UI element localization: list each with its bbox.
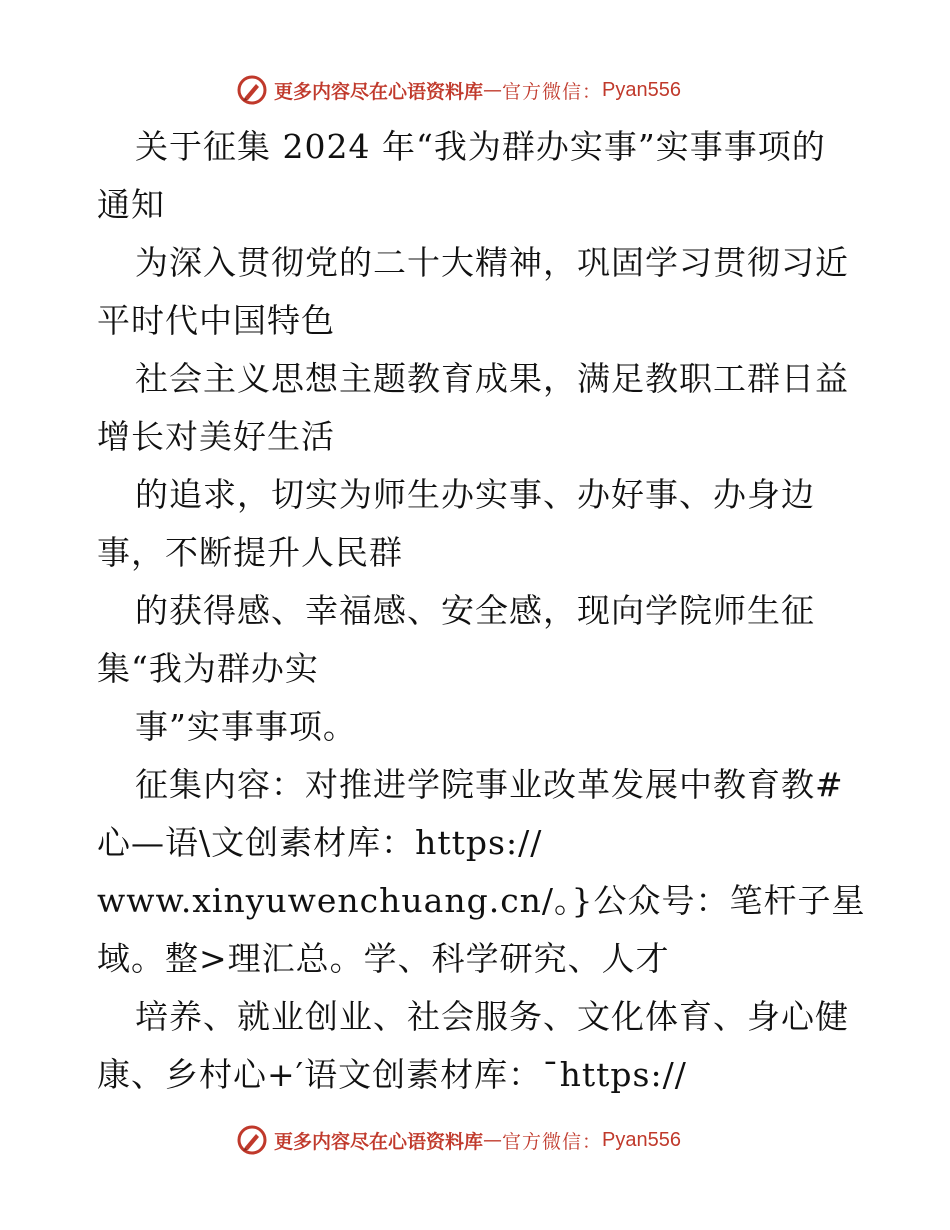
paragraph-line: 培养、就业创业、社会服务、文化体育、身心健 [135, 997, 849, 1036]
title-line-1: 关于征集 2024 年“我为群办实事”实事事项的 [135, 127, 826, 166]
footer-banner [236, 1123, 716, 1157]
paragraph-line: 平时代中国特色 [97, 301, 335, 340]
paragraph-line: 事，不断提升人民群 [97, 533, 403, 572]
paragraph-line: 事”实事事项。 [135, 707, 357, 746]
paragraph-line: 集“我为群办实 [97, 649, 319, 688]
paragraph-line: 心—语\文创素材库：https:// [97, 823, 543, 862]
paragraph-line: 征集内容：对推进学院事业改革发展中教育教# [135, 765, 844, 804]
paragraph-line: 康、乡村心+′语文创素材库：¯https:// [97, 1055, 687, 1094]
document-body [97, 118, 877, 1104]
banner-wechat-id: Pyan556 [602, 1128, 681, 1151]
title-line-2: 通知 [97, 185, 165, 224]
paragraph-line: 为深入贯彻党的二十大精神，巩固学习贯彻习近 [135, 243, 849, 282]
paragraph-line: www.xinyuwenchuang.cn/。}公众号：笔杆子星 [97, 881, 866, 920]
paragraph-line: 的追求，切实为师生办实事、办好事、办身边 [135, 475, 815, 514]
pen-logo-icon [236, 1124, 268, 1156]
paragraph-line: 的获得感、幸福感、安全感，现向学院师生征 [135, 591, 815, 630]
header-banner [236, 73, 716, 107]
banner-main-text: 更多内容尽在心语资料库 [274, 80, 484, 103]
banner-wechat-id: Pyan556 [602, 78, 681, 101]
banner-wechat-label: 官方微信： [502, 80, 603, 103]
pen-logo-icon [236, 74, 268, 106]
paragraph-line: 社会主义思想主题教育成果，满足教职工群日益 [135, 359, 849, 398]
paragraph-line: 域。整>理汇总。学、科学研究、人才 [97, 939, 670, 978]
banner-wechat-label: 官方微信： [502, 1130, 603, 1153]
banner-separator: — [483, 1129, 503, 1151]
banner-separator: — [483, 79, 503, 101]
banner-main-text: 更多内容尽在心语资料库 [274, 1130, 484, 1153]
paragraph-line: 增长对美好生活 [97, 417, 335, 456]
